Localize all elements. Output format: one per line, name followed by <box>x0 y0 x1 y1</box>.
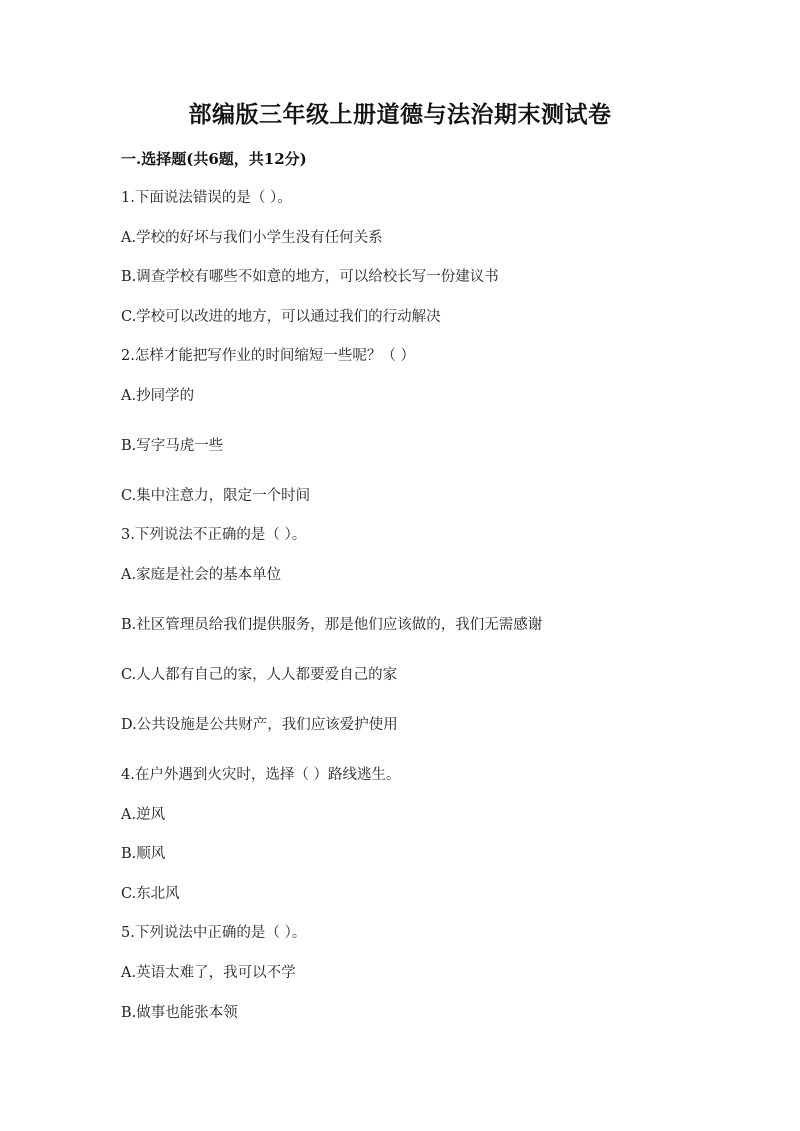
question-1-option-a: A.学校的好坏与我们小学生没有任何关系 <box>121 230 383 246</box>
question-4-option-b: B.顺风 <box>121 846 166 862</box>
question-5-option-b: B.做事也能张本领 <box>121 1005 238 1021</box>
question-1-option-c: C.学校可以改进的地方，可以通过我们的行动解决 <box>121 309 441 325</box>
question-4-option-c: C.东北风 <box>121 886 180 902</box>
question-5-option-a: A.英语太难了，我可以不学 <box>121 965 296 981</box>
section-heading: 一.选择题(共6题，共12分) <box>121 150 307 168</box>
question-3-option-c: C.人人都有自己的家，人人都要爱自己的家 <box>121 667 398 683</box>
question-2-option-c: C.集中注意力，限定一个时间 <box>121 488 311 504</box>
question-4-option-a: A.逆风 <box>121 807 166 823</box>
question-1-option-b: B.调查学校有哪些不如意的地方，可以给校长写一份建议书 <box>121 269 499 285</box>
question-5-stem: 5.下列说法中正确的是（ ）。 <box>121 925 307 941</box>
question-3-option-a: A.家庭是社会的基本单位 <box>121 567 282 583</box>
question-3-option-b: B.社区管理员给我们提供服务，那是他们应该做的，我们无需感谢 <box>121 617 543 633</box>
question-4-stem: 4.在户外遇到火灾时，选择（ ）路线逃生。 <box>121 767 401 783</box>
question-1-stem: 1.下面说法错误的是（ ）。 <box>121 190 292 206</box>
page-title: 部编版三年级上册道德与法治期末测试卷 <box>188 101 612 128</box>
question-3-stem: 3.下列说法不正确的是（ ）。 <box>121 527 307 543</box>
question-2-stem: 2.怎样才能把写作业的时间缩短一些呢？（ ） <box>121 348 415 364</box>
question-2-option-b: B.写字马虎一些 <box>121 438 224 454</box>
question-2-option-a: A.抄同学的 <box>121 388 195 404</box>
question-3-option-d: D.公共设施是公共财产，我们应该爱护使用 <box>121 717 398 733</box>
